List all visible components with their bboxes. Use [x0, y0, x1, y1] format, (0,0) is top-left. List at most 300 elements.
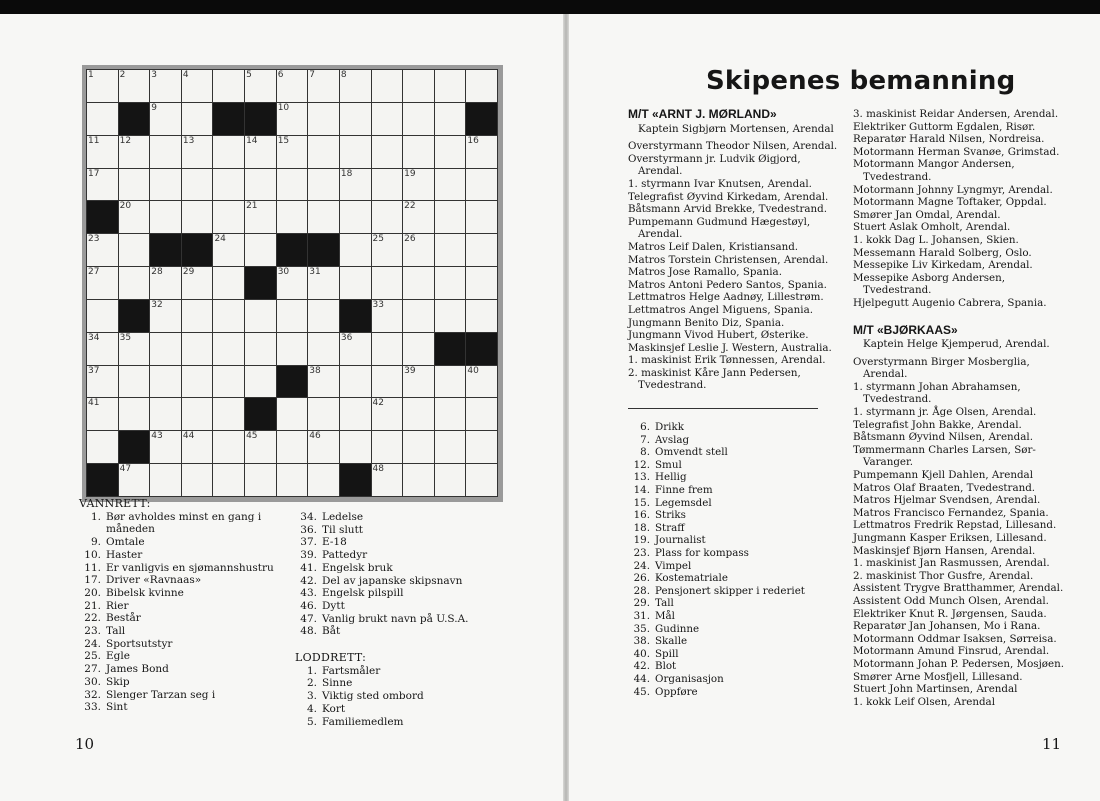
crossword-cell — [403, 267, 434, 299]
crossword-cell — [308, 300, 339, 332]
clue-number: 1. — [306, 664, 317, 677]
crew-entry: Messepike Asborg Andersen, Tvedestrand. — [853, 271, 1006, 297]
crossword-cell — [119, 464, 150, 496]
across-list-a — [79, 511, 284, 714]
crew-entry: 1. styrmann Johan Abrahamsen, Tvedestrand. — [853, 380, 1021, 406]
crew-entry: 1. styrmann Ivar Knutsen, Arendal. — [628, 177, 812, 190]
crossword-cell — [213, 464, 244, 496]
crossword-cell — [466, 300, 497, 332]
crossword-cell — [182, 169, 213, 201]
crossword-cell — [150, 333, 181, 365]
crew-entry: Elektriker Guttorm Egdalen, Risør. — [853, 120, 1036, 133]
clue-item — [295, 690, 495, 703]
crossword-cell — [372, 201, 403, 233]
clue-item — [295, 587, 495, 600]
crossword-cell — [435, 234, 466, 266]
clue-text: Omvendt stell — [655, 446, 728, 459]
clue-text: James Bond — [106, 663, 169, 676]
clue-text: Til slutt — [322, 523, 364, 536]
clue-number: 32. — [84, 688, 101, 701]
crossword-cell — [308, 366, 339, 398]
crossword-cell — [182, 300, 213, 332]
crossword-cell — [87, 366, 118, 398]
crossword-cell — [277, 333, 308, 365]
crossword-cell — [340, 267, 371, 299]
clue-item — [79, 612, 284, 625]
across-heading: VANNRETT: — [79, 497, 151, 510]
clue-text: Ledelse — [322, 511, 364, 523]
crossword-cell — [340, 103, 371, 135]
crew-entry: 1. maskinist Jan Rasmussen, Arendal. — [853, 557, 1050, 570]
cell-number: 46 — [309, 431, 321, 442]
crew-entry: Motormann Amund Finsrud, Arendal. — [853, 645, 1050, 658]
clue-text: Del av japanske skipsnavn — [322, 574, 463, 587]
crossword-cell — [372, 234, 403, 266]
crossword-cell — [213, 398, 244, 430]
crossword-cell — [245, 431, 276, 463]
crossword-cell — [372, 464, 403, 496]
clue-text: Legemsdel — [655, 496, 712, 509]
crossword-cell — [87, 300, 118, 332]
cell-number: 44 — [182, 431, 195, 442]
crossword-cell — [213, 366, 244, 398]
crossword-cell — [403, 169, 434, 201]
clue-number: 3. — [306, 690, 317, 703]
clue-item — [295, 575, 495, 588]
crossword-cell — [182, 366, 213, 398]
crossword-cell — [277, 366, 308, 398]
crossword-cell — [87, 267, 118, 299]
clue-number: 46. — [300, 599, 317, 612]
cell-number: 33 — [372, 299, 384, 310]
clue-number: 14. — [633, 484, 650, 497]
crew-entry: Overstyrmann jr. Ludvik Øigjord, Arendal. — [628, 152, 801, 178]
ship-name-bjorkaas: M/T «BJØRKAAS» — [853, 322, 958, 337]
crew-entry: Båtsmann Øyvind Nilsen, Arendal. — [853, 431, 1033, 444]
crossword-cell — [213, 234, 244, 266]
crew-entry: Telegrafist John Bakke, Arendal. — [853, 418, 1022, 431]
crossword-cell — [277, 234, 308, 266]
crossword-cell — [308, 201, 339, 233]
crossword-cell — [87, 431, 118, 463]
clue-text: Avslag — [655, 433, 690, 446]
clue-item — [628, 623, 838, 636]
crossword-cell — [435, 464, 466, 496]
crossword-cell — [372, 267, 403, 299]
crew-entry: Messepike Liv Kirkedam, Arendal. — [853, 259, 1033, 272]
crossword-cell — [403, 201, 434, 233]
crossword-cell — [435, 333, 466, 365]
crossword-cell — [87, 136, 118, 168]
crew-entry: Lettmatros Helge Aadnøy, Lillestrøm. — [628, 291, 824, 304]
crossword-cell — [308, 70, 339, 102]
clue-item — [295, 511, 495, 524]
crossword-cell — [87, 333, 118, 365]
crossword-cell — [119, 70, 150, 102]
clue-item — [79, 689, 284, 702]
crossword-cell — [182, 136, 213, 168]
clue-item — [295, 677, 495, 690]
clue-text: Drikk — [655, 421, 684, 434]
clue-number: 31. — [633, 609, 650, 622]
clue-number: 19. — [633, 534, 650, 547]
clue-item — [295, 549, 495, 562]
crossword-cell — [403, 300, 434, 332]
clue-item — [295, 524, 495, 537]
crossword-cell — [182, 267, 213, 299]
clue-item — [79, 638, 284, 651]
clue-text: Vimpel — [655, 559, 692, 572]
crossword-cell — [435, 136, 466, 168]
clue-item — [628, 648, 838, 661]
cell-number: 41 — [88, 398, 100, 409]
crossword-cell — [119, 333, 150, 365]
cell-number: 6 — [277, 70, 284, 80]
crossword-cell — [403, 398, 434, 430]
crossword-cell — [466, 366, 497, 398]
crossword-cell — [466, 103, 497, 135]
crossword-cell — [340, 464, 371, 496]
clue-item — [295, 536, 495, 549]
clue-item — [628, 686, 838, 699]
crossword-cell — [119, 398, 150, 430]
clue-item — [79, 562, 284, 575]
crossword-cell — [245, 201, 276, 233]
clue-text: Hellig — [655, 471, 687, 484]
clue-item — [628, 635, 838, 648]
cell-number: 36 — [340, 332, 353, 343]
crossword-cell — [277, 169, 308, 201]
crossword-cell — [119, 136, 150, 168]
clue-item — [79, 549, 284, 562]
crossword-cell — [308, 267, 339, 299]
clue-number: 36. — [300, 523, 317, 536]
crossword-cell — [340, 431, 371, 463]
crew-entry: Motormann Johnny Lyngmyr, Arendal. — [853, 183, 1053, 196]
crew-entry: Lettmatros Fredrik Repstad, Lillesand. — [853, 519, 1057, 532]
clue-item — [628, 497, 838, 510]
cell-number: 17 — [88, 168, 100, 179]
clue-item — [79, 625, 284, 638]
crossword-cell — [182, 431, 213, 463]
clue-text: Blot — [655, 660, 677, 673]
cell-number: 10 — [277, 102, 290, 113]
clue-number: 13. — [633, 471, 650, 484]
clue-text: Pattedyr — [322, 549, 368, 562]
clue-item — [628, 484, 838, 497]
clue-text: Oppføre — [655, 685, 698, 698]
clue-number: 38. — [633, 635, 650, 648]
crossword-cell — [277, 464, 308, 496]
crossword-cell — [277, 267, 308, 299]
crew-entry: Motormann Herman Svanøe, Grimstad. — [853, 145, 1060, 158]
clue-text: Straff — [655, 521, 685, 534]
clue-text: Organisasjon — [655, 672, 724, 685]
clue-item — [79, 536, 284, 549]
clue-item — [628, 509, 838, 522]
crew-entry: Pumpemann Kjell Dahlen, Arendal — [853, 469, 1033, 482]
crossword-cell — [403, 136, 434, 168]
clue-number: 10. — [84, 548, 101, 561]
crossword-cell — [277, 300, 308, 332]
crossword-cell — [245, 234, 276, 266]
clue-number: 30. — [84, 675, 101, 688]
clue-number: 42. — [300, 574, 317, 587]
crew-entry: Maskinsjef Leslie J. Western, Australia. — [628, 341, 832, 354]
crossword-cell — [182, 464, 213, 496]
ship1-captain: Kaptein Sigbjørn Mortensen, Arendal — [638, 122, 834, 135]
crossword-cell — [245, 136, 276, 168]
crossword-cell — [119, 169, 150, 201]
crossword-cell — [213, 431, 244, 463]
crew-entry: Matros Jose Ramallo, Spania. — [628, 266, 782, 279]
crossword-cell — [277, 431, 308, 463]
crossword-cell — [372, 103, 403, 135]
crossword-cell — [308, 136, 339, 168]
clue-number: 39. — [300, 549, 317, 562]
clue-text: Mål — [655, 609, 675, 622]
cell-number: 19 — [404, 168, 416, 179]
crossword-cell — [308, 333, 339, 365]
clue-text: Tall — [106, 625, 126, 638]
cell-number: 37 — [88, 365, 100, 376]
crossword-cell — [150, 169, 181, 201]
crossword-cell — [340, 333, 371, 365]
clue-text: Familiemedlem — [322, 715, 404, 728]
clue-item — [628, 534, 838, 547]
crossword-cell — [245, 267, 276, 299]
ship-name-arnt-j-morland: M/T «ARNT J. MØRLAND» — [628, 107, 777, 121]
clue-text: Journalist — [655, 534, 706, 547]
page-number-left: 10 — [75, 735, 95, 753]
crew-entry: Motormann Magne Toftaker, Oppdal. — [853, 196, 1047, 209]
clue-number: 24. — [84, 637, 101, 650]
clue-number: 27. — [84, 663, 101, 676]
clue-text: Kort — [322, 702, 346, 715]
clue-number: 1. — [90, 510, 101, 523]
crossword-cell — [150, 267, 181, 299]
crossword-cell — [150, 398, 181, 430]
clue-item — [79, 587, 284, 600]
clue-item — [628, 673, 838, 686]
crossword-cell — [466, 398, 497, 430]
crossword-cell — [372, 169, 403, 201]
crew-entry: Motormann Mangor Andersen, Tvedestrand. — [853, 158, 1015, 183]
crossword-cell — [372, 300, 403, 332]
column-right — [853, 108, 1068, 708]
crew-entry: Reparatør Jan Johansen, Mo i Rana. — [853, 620, 1041, 633]
cell-number: 8 — [340, 70, 347, 80]
crossword-cell — [87, 201, 118, 233]
crossword-cell — [466, 234, 497, 266]
clue-text: Pensjonert skipper i rederiet — [655, 584, 805, 597]
crossword-cell — [119, 300, 150, 332]
crew-entry: Messemann Harald Solberg, Oslo. — [853, 246, 1032, 259]
clue-number: 44. — [633, 672, 650, 685]
down-list-a — [295, 665, 495, 729]
crossword-cell — [213, 103, 244, 135]
crossword-cell — [403, 333, 434, 365]
clue-text: Kostematriale — [655, 572, 728, 585]
clue-text: Slenger Tarzan seg i — [106, 688, 216, 701]
cell-number: 2 — [119, 70, 126, 80]
clue-text: Rier — [106, 599, 129, 612]
cell-number: 42 — [372, 398, 384, 409]
clue-item — [628, 597, 838, 610]
clue-text: Tall — [655, 597, 674, 610]
crossword-cell — [403, 234, 434, 266]
clue-text: Plass for kompass — [655, 547, 749, 559]
cell-number: 1 — [88, 70, 94, 80]
cell-number: 15 — [277, 135, 290, 146]
clue-text: Bør avholdes minst en gang i måneden — [106, 510, 262, 536]
clue-number: 43. — [300, 587, 317, 600]
cell-number: 40 — [467, 365, 479, 376]
clue-item — [628, 421, 838, 434]
crossword-cell — [372, 431, 403, 463]
crew-entry: 1. kokk Dag L. Johansen, Skien. — [853, 233, 1019, 246]
clue-number: 16. — [633, 509, 650, 522]
crossword-cell — [435, 300, 466, 332]
crossword-cell — [119, 431, 150, 463]
crossword-cell — [245, 398, 276, 430]
clue-text: Vanlig brukt navn på U.S.A. — [322, 612, 469, 625]
crossword-cell — [466, 431, 497, 463]
crossword-cell — [182, 234, 213, 266]
crossword-cell — [308, 464, 339, 496]
crew-entry: Smører Jan Omdal, Arendal. — [853, 208, 1001, 221]
crossword-cell — [245, 300, 276, 332]
cell-number: 21 — [246, 201, 258, 212]
clue-number: 23. — [633, 547, 650, 559]
clue-text: Engelsk pilspill — [322, 587, 404, 600]
crossword-cell — [213, 267, 244, 299]
cell-number: 16 — [467, 135, 479, 146]
crossword-cell — [340, 201, 371, 233]
clue-number: 24. — [633, 559, 650, 572]
clue-number: 26. — [633, 572, 650, 585]
crossword-cell — [372, 333, 403, 365]
crossword-cell — [403, 366, 434, 398]
crossword-cell — [435, 398, 466, 430]
clue-text: Sportsutstyr — [106, 637, 173, 650]
cell-number: 35 — [119, 332, 132, 343]
crossword-cell — [340, 300, 371, 332]
clue-number: 2. — [306, 677, 317, 690]
clue-number: 33. — [84, 701, 101, 714]
crossword-cell — [340, 136, 371, 168]
clue-item — [628, 446, 838, 459]
crossword-cell — [466, 267, 497, 299]
clue-text: Egle — [106, 650, 130, 663]
clue-number: 12. — [633, 458, 650, 471]
clue-item — [79, 511, 284, 536]
crossword-grid — [86, 69, 498, 497]
crossword-cell — [435, 267, 466, 299]
clue-number: 18. — [633, 521, 650, 534]
clue-number: 6. — [640, 421, 650, 434]
clue-text: Består — [106, 612, 141, 625]
clue-number: 45. — [633, 685, 650, 698]
clue-number: 25. — [84, 650, 101, 663]
crew-entry: 2. maskinist Thor Gusfre, Arendal. — [853, 569, 1034, 582]
clue-item — [628, 585, 838, 598]
clue-text: Smul — [655, 458, 682, 471]
crossword-cell — [213, 136, 244, 168]
crossword-cell — [150, 300, 181, 332]
crossword-cell — [277, 201, 308, 233]
clue-item — [79, 663, 284, 676]
page-title: Skipenes bemanning — [706, 66, 1016, 96]
crossword-cell — [277, 136, 308, 168]
cell-number: 47 — [119, 464, 132, 475]
crew-entry: Jungmann Vivod Hubert, Østerike. — [628, 329, 809, 342]
crossword-cell — [466, 136, 497, 168]
crossword-cell — [182, 70, 213, 102]
crossword-cell — [87, 398, 118, 430]
clue-text: Skalle — [655, 635, 688, 648]
cell-number: 22 — [404, 201, 416, 212]
crew-entry: Elektriker Knut R. Jørgensen, Sauda. — [853, 607, 1047, 620]
crossword-cell — [150, 103, 181, 135]
ship2-crew-list — [853, 356, 1068, 709]
cell-number: 5 — [246, 70, 252, 80]
clue-item — [628, 660, 838, 673]
cell-number: 23 — [88, 234, 100, 245]
crossword-cell — [466, 201, 497, 233]
crossword-cell — [340, 398, 371, 430]
crossword-cell — [277, 103, 308, 135]
clue-text: Er vanligvis en sjømannshustru — [106, 561, 274, 574]
ship1-crew-continued — [853, 108, 1068, 310]
crossword-cell — [150, 366, 181, 398]
cell-number: 12 — [119, 135, 132, 146]
cell-number: 14 — [246, 135, 258, 146]
clue-text: Dytt — [322, 599, 345, 612]
crossword-cell — [119, 366, 150, 398]
clue-number: 28. — [633, 584, 650, 597]
clue-item — [628, 572, 838, 585]
clue-text: Haster — [106, 548, 143, 561]
crew-entry: Overstyrmann Birger Mosberglia, Arendal. — [853, 355, 1030, 381]
crossword-cell — [87, 464, 118, 496]
clue-text: Omtale — [106, 536, 145, 549]
clue-item — [295, 625, 495, 638]
clue-item — [295, 562, 495, 575]
crew-entry: Reparatør Harald Nilsen, Nordreisa. — [853, 133, 1045, 146]
crossword-cell — [435, 70, 466, 102]
crossword-cell — [150, 201, 181, 233]
clue-number: 4. — [306, 702, 317, 715]
crew-entry: Assistent Odd Munch Olsen, Arendal. — [853, 594, 1049, 607]
clue-item — [295, 703, 495, 716]
clue-item — [295, 600, 495, 613]
crossword-cell — [308, 103, 339, 135]
crossword-cell — [245, 464, 276, 496]
crossword-cell — [340, 234, 371, 266]
cell-number: 39 — [404, 365, 416, 376]
crew-entry: Pumpemann Gudmund Hægestøyl, Arendal. — [628, 215, 811, 241]
crew-entry: Assistent Trygve Bratthammer, Arendal. — [853, 582, 1064, 595]
crossword-cell — [213, 169, 244, 201]
crew-entry: Motormann Oddmar Isaksen, Sørreisa. — [853, 632, 1057, 645]
crossword-cell — [308, 398, 339, 430]
crossword-cell — [150, 464, 181, 496]
crew-entry: Maskinsjef Bjørn Hansen, Arendal. — [853, 544, 1036, 557]
cell-number: 45 — [246, 431, 258, 442]
crew-entry: Matros Leif Dalen, Kristiansand. — [628, 240, 799, 253]
crossword-cell — [308, 169, 339, 201]
